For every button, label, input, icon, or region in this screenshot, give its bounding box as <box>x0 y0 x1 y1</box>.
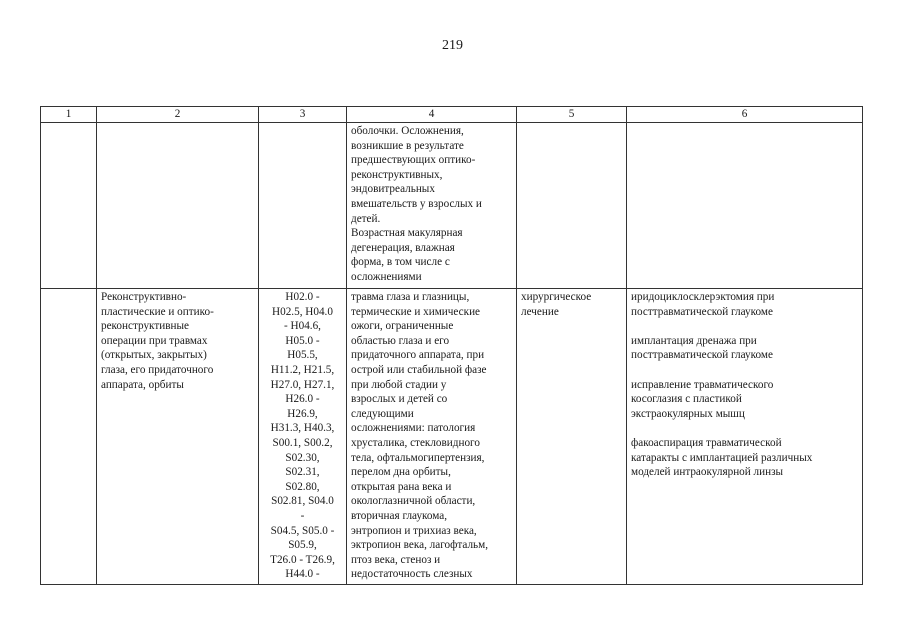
text-line: тела, офтальмогипертензия, <box>351 451 485 464</box>
code-line: H31.3, H40.3, <box>270 422 335 435</box>
code-line: H26.9, <box>287 407 318 420</box>
text-line: энтропион и трихиаз века, <box>351 524 477 537</box>
procedure-line: моделей интраокулярной линзы <box>631 466 784 479</box>
text-line: хрусталика, стекловидного <box>351 436 480 449</box>
header-cell-6: 6 <box>627 107 863 123</box>
row2-col4 <box>347 289 517 585</box>
procedure-line: катаракты с имплантацией различных <box>631 451 813 464</box>
procedure-line: иридоциклосклерэктомия при <box>631 291 775 303</box>
header-cell-3: 3 <box>259 107 347 123</box>
text-line: эктропион века, лагофтальм, <box>351 539 489 552</box>
text-line: птоз века, стеноз и <box>351 553 441 566</box>
code-line: H05.5, <box>287 349 318 362</box>
text-line: перелом дна орбиты, <box>351 466 451 479</box>
code-line: H02.5, H04.0 <box>272 305 333 318</box>
text-line: осложнениями <box>351 270 422 283</box>
table-row <box>41 123 863 289</box>
procedure-line: экстраокулярных мышц <box>631 407 745 420</box>
text-line: травма глаза и глазницы, <box>351 291 470 303</box>
text-line: вторичная глаукома, <box>351 509 448 522</box>
header-cell-1: 1 <box>41 107 97 123</box>
text-line: ожоги, ограниченные <box>351 320 454 333</box>
code-line: S02.81, S04.0 <box>271 495 334 508</box>
text-line: (открытых, закрытых) <box>101 349 207 362</box>
row1-col6 <box>627 123 863 289</box>
procedure-line: посттравматической глаукоме <box>631 305 773 318</box>
row2-col3-diagnosis-codes <box>259 289 347 585</box>
row1-col1 <box>41 123 97 289</box>
procedure-line: факоаспирация травматической <box>631 436 782 449</box>
code-line: H26.0 - <box>285 393 320 406</box>
procedure-line: имплантация дренажа при <box>631 334 757 347</box>
row2-col2 <box>97 289 259 585</box>
code-line: S04.5, S05.0 - <box>270 524 335 537</box>
code-line: H27.0, H27.1, <box>270 378 335 391</box>
text-line: эндовитреальных <box>351 183 435 196</box>
code-line: - <box>300 509 305 522</box>
row1-col5 <box>517 123 627 289</box>
row1-col3 <box>259 123 347 289</box>
text-line: Реконструктивно- <box>101 291 187 303</box>
code-line: H02.0 - <box>285 291 320 303</box>
text-line: недостаточность слезных <box>351 568 473 581</box>
text-line: острой или стабильной фазе <box>351 363 487 376</box>
paragraph-gap <box>631 421 858 436</box>
code-line: S02.80, <box>285 480 320 493</box>
code-line: T26.0 - T26.9, <box>270 553 335 566</box>
text-line: дегенерация, влажная <box>351 241 455 254</box>
text-line: осложнениями: патология <box>351 422 476 435</box>
header-cell-5: 5 <box>517 107 627 123</box>
procedure-line: посттравматической глаукоме <box>631 349 773 362</box>
row1-col2 <box>97 123 259 289</box>
code-line: S05.9, <box>288 539 317 552</box>
text-line: при любой стадии у <box>351 378 447 391</box>
row2-col6-procedures <box>627 289 863 585</box>
code-line: S02.30, <box>285 451 320 464</box>
code-line: H44.0 - <box>285 568 320 581</box>
code-line: H05.0 - <box>285 334 320 347</box>
text-line: вмешательств у взрослых и <box>351 197 482 210</box>
paragraph-gap <box>631 363 858 378</box>
text-line: лечение <box>521 305 559 318</box>
text-line: областью глаза и его <box>351 334 450 347</box>
row2-col5-treatment-type <box>517 289 627 585</box>
code-line: S02.31, <box>285 466 320 479</box>
header-cell-4: 4 <box>347 107 517 123</box>
text-line: детей. <box>351 212 381 225</box>
page-number: 219 <box>442 38 463 53</box>
code-line: H11.2, H21.5, <box>270 363 335 376</box>
text-line: пластические и оптико- <box>101 305 214 318</box>
row2-col1 <box>41 289 97 585</box>
text-line: аппарата, орбиты <box>101 378 184 391</box>
text-line: придаточного аппарата, при <box>351 349 485 362</box>
table-header-row <box>41 107 863 123</box>
text-line: следующими <box>351 407 414 420</box>
medical-procedures-table <box>40 106 863 585</box>
text-line: оболочки. Осложнения, <box>351 125 464 137</box>
text-line: термические и химические <box>351 305 481 318</box>
text-line: реконструктивных, <box>351 168 443 181</box>
code-line: - H04.6, <box>284 320 321 333</box>
header-cell-2: 2 <box>97 107 259 123</box>
table-row <box>41 289 863 585</box>
row1-col4 <box>347 123 517 289</box>
text-line: открытая рана века и <box>351 480 452 493</box>
text-line: Возрастная макулярная <box>351 227 463 240</box>
text-line: глаза, его придаточного <box>101 363 214 376</box>
text-line: окологлазничной области, <box>351 495 476 508</box>
text-line: форма, в том числе с <box>351 256 450 269</box>
text-line: возникшие в результате <box>351 139 464 152</box>
text-line: операции при травмах <box>101 334 208 347</box>
text-line: взрослых и детей со <box>351 393 448 406</box>
text-line: хирургическое <box>521 291 592 303</box>
code-line: S00.1, S00.2, <box>272 436 333 449</box>
procedure-line: исправление травматического <box>631 378 774 391</box>
paragraph-gap <box>631 319 858 334</box>
text-line: предшествующих оптико- <box>351 154 476 167</box>
procedure-line: косоглазия с пластикой <box>631 393 742 406</box>
text-line: реконструктивные <box>101 320 189 333</box>
